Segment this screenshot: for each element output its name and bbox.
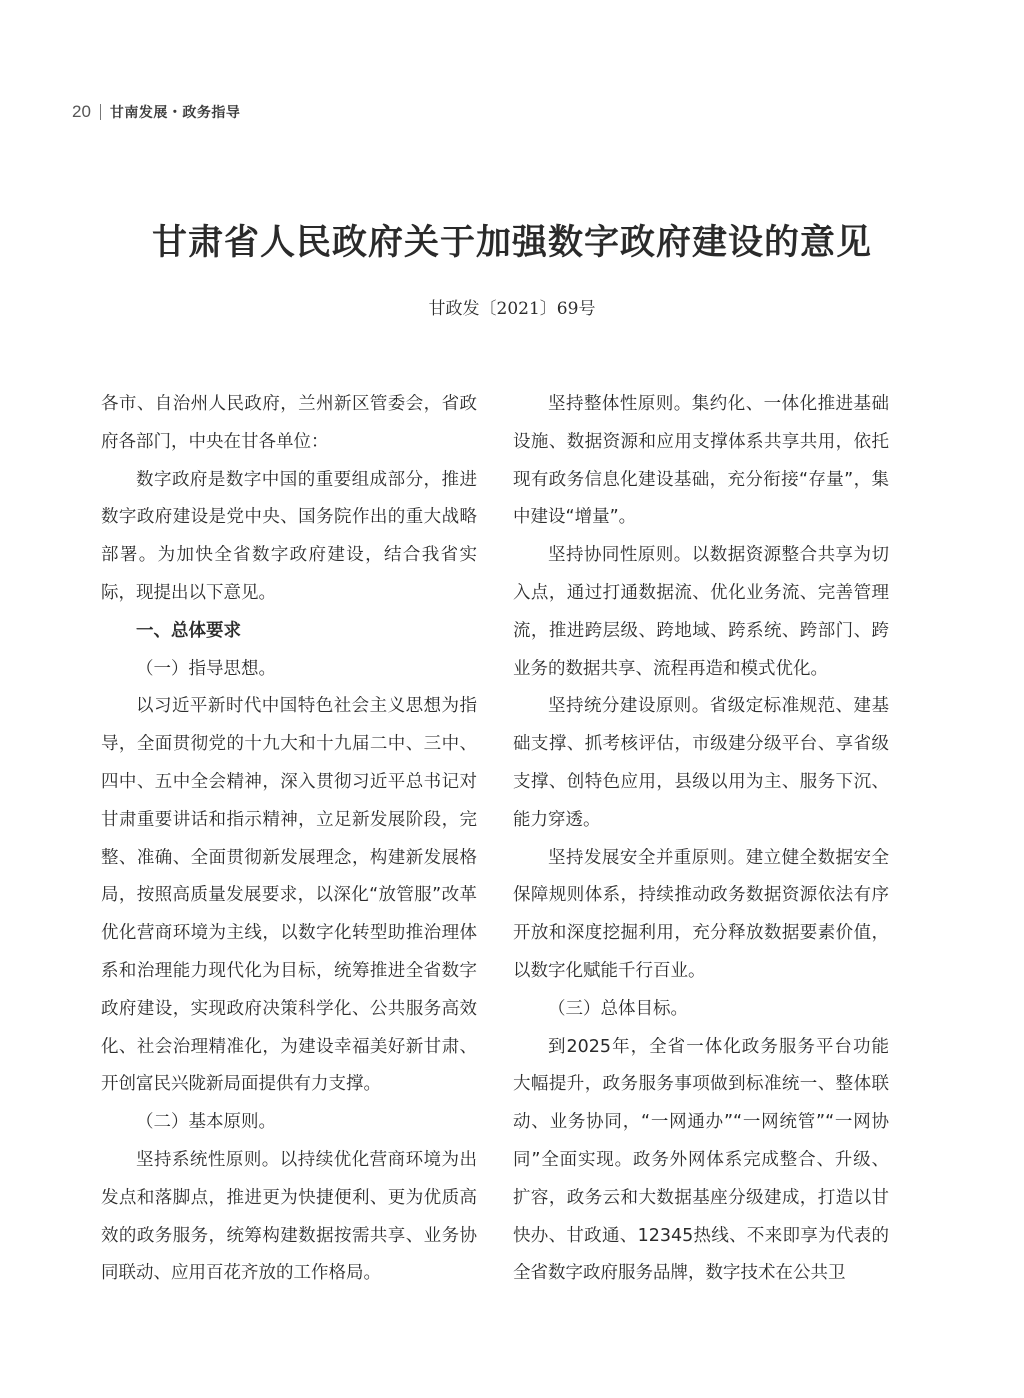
overall-goals-paragraph: 到2025年，全省一体化政务服务平台功能大幅提升，政务服务事项做到标准统一、整体联动、业务协同，“一网通办”“一网统管”“一网协同”全面实现。政务外网体系完成整合、升级、扩容，政务云和大数据基座分级建成，打造以甘快办、甘政通、12345热线、不来即享为代表的全省数字政府服务品牌，数字技术在公共卫 [513,1036,889,1284]
subheading-basic-principles: （二）基本原则。 [136,1112,276,1133]
left-column [101,386,477,1293]
tiered-construction-principle-paragraph: 坚持统分建设原则。省级定标准规范、建基础支撑、抓考核评估，市级建分级平台、享省级支撑、创特色应用，县级以用为主、服务下沉、能力穿透。 [513,696,889,830]
intro-paragraph: 数字政府是数字中国的重要组成部分，推进数字政府建设是党中央、国务院作出的重大战略部署。为加快全省数字政府建设，结合我省实际，现提出以下意见。 [101,469,477,603]
running-header [72,100,240,124]
section-heading-general-requirements: 一、总体要求 [136,620,241,641]
development-security-principle-paragraph: 坚持发展安全并重原则。建立健全数据安全保障规则体系，持续推动政务数据资源依法有序开放和深度挖掘利用，充分释放数据要素价值，以数字化赋能千行百业。 [513,847,889,981]
guiding-ideology-paragraph: 以习近平新时代中国特色社会主义思想为指导，全面贯彻党的十九大和十九届二中、三中、四中、五中全会精神，深入贯彻习近平总书记对甘肃重要讲话和指示精神，立足新发展阶段，完整、准确、全面贯彻新发展理念，构建新发展格局，按照高质量发展要求，以深化“放管服”改革优化营商环境为主线，以数字化转型助推治理体系和治理能力现代化为目标，统筹推进全省数字政府建设，实现政府决策科学化、公共服务高效化、社会治理精准化，为建设幸福美好新甘肃、开创富民兴陇新局面提供有力支撑。 [101,696,477,1095]
right-column [513,386,889,1293]
integrity-principle-paragraph: 坚持整体性原则。集约化、一体化推进基础设施、数据资源和应用支撑体系共享共用，依托现有政务信息化建设基础，充分衔接“存量”，集中建设“增量”。 [513,394,889,528]
document-title: 甘肃省人民政府关于加强数字政府建设的意见 [151,222,872,263]
page-number: 20 [72,102,91,121]
collaboration-principle-paragraph: 坚持协同性原则。以数据资源整合共享为切入点，通过打通数据流、优化业务流、完善管理流，推进跨层级、跨地域、跨系统、跨部门、跨业务的数据共享、流程再造和模式优化。 [513,545,889,679]
section-name: 甘南发展・政务指导 [109,105,241,121]
subheading-guiding-ideology: （一）指导思想。 [136,658,276,679]
header-divider [100,104,101,120]
document-number: 甘政发〔2021〕69号 [428,299,596,319]
salutation-paragraph: 各市、自治州人民政府，兰州新区管委会，省政府各部门，中央在甘各单位： [101,394,477,452]
subheading-overall-goals: （三）总体目标。 [548,998,688,1019]
systematic-principle-paragraph: 坚持系统性原则。以持续优化营商环境为出发点和落脚点，推进更为快捷便利、更为优质高效的政务服务，统筹构建数据按需共享、业务协同联动、应用百花齐放的工作格局。 [101,1149,477,1284]
